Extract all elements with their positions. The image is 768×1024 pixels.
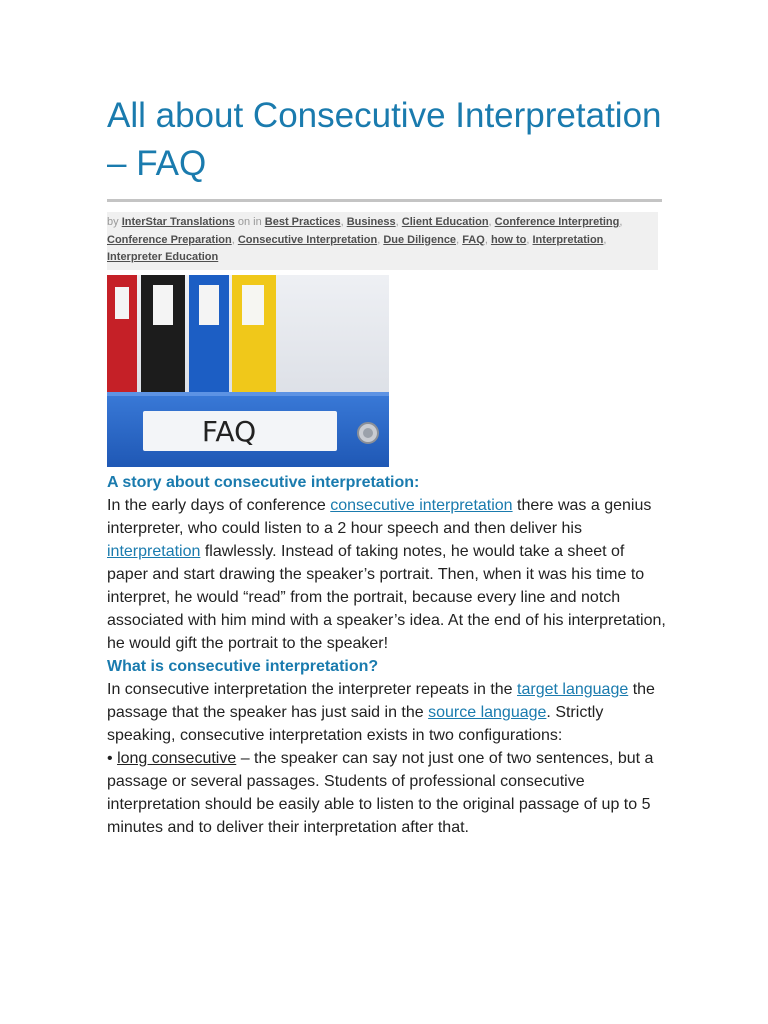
definition-text: In consecutive interpretation the interpreter repeats in the	[107, 681, 513, 698]
meta-by: by	[107, 216, 119, 228]
binder-label	[242, 285, 264, 325]
category-link[interactable]: Client Education	[401, 216, 489, 228]
category-link[interactable]: how to	[490, 233, 527, 246]
category-separator: ,	[526, 233, 530, 246]
category-separator: ,	[603, 233, 607, 246]
category-link[interactable]: Consecutive Interpretation	[237, 233, 378, 246]
section-heading-story: A story about consecutive interpretation:	[107, 474, 420, 491]
category-separator: ,	[377, 233, 381, 246]
category-link[interactable]: Conference Interpreting	[494, 216, 620, 228]
binder-front-edge	[107, 392, 389, 396]
source-language-link[interactable]: source language	[428, 704, 547, 721]
meta-on-in: on in	[237, 216, 262, 228]
bullet-marker: •	[107, 750, 113, 767]
category-link[interactable]: Due Diligence	[383, 233, 457, 246]
category-separator: ,	[619, 216, 623, 228]
binder-label	[199, 285, 219, 325]
bullet-item-long-consecutive	[107, 747, 669, 839]
story-text: In the early days of conference	[107, 497, 326, 514]
category-separator: ,	[340, 216, 344, 228]
definition-text: . Strictly speaking, consecutive interpretation exists in two configurations:	[107, 704, 604, 744]
interpretation-link[interactable]: interpretation	[107, 543, 201, 560]
story-text: flawlessly. Instead of taking notes, he would take a sheet of paper and start drawing the speaker’s portrait. Then, when it was his time to interpret, he would “read” from the portrait, because every line and notch associated with him mind with a speaker’s idea. At the end of his interpretation, he would gift the portrait to the speaker!	[107, 543, 666, 652]
article-title: All about Consecutive Interpretation – FAQ	[107, 96, 662, 183]
long-consecutive-link[interactable]: long consecutive	[117, 750, 237, 767]
category-link[interactable]: Best Practices	[264, 216, 341, 228]
bullet-text: – the speaker can say not just one of two sentences, but a passage or several passages. Students of professional consecutive interpretation should be easily able to listen to the original passage of up to 5 minutes and to deliver their interpretation after that.	[107, 750, 654, 836]
category-separator: ,	[395, 216, 399, 228]
binder-label	[153, 285, 173, 325]
target-language-link[interactable]: target language	[517, 681, 629, 698]
category-link[interactable]: FAQ	[462, 233, 485, 246]
category-separator: ,	[231, 233, 235, 246]
category-separator: ,	[484, 233, 488, 246]
faq-label-text: FAQ	[201, 415, 257, 448]
article-body	[107, 471, 669, 839]
category-link[interactable]: Interpreter Education	[107, 251, 219, 263]
faq-binders-image	[107, 275, 389, 467]
finger-hole-inner	[363, 428, 373, 438]
story-paragraph	[107, 494, 669, 655]
category-separator: ,	[456, 233, 460, 246]
title-divider	[107, 199, 662, 202]
category-link[interactable]: Conference Preparation	[107, 233, 232, 246]
binder-label	[115, 287, 129, 319]
post-meta	[107, 212, 658, 270]
definition-text: the passage that the speaker has just said in the	[107, 681, 655, 721]
author-link[interactable]: InterStar Translations	[121, 216, 235, 228]
section-heading-what-is: What is consecutive interpretation?	[107, 658, 379, 675]
category-link[interactable]: Interpretation	[532, 233, 604, 246]
category-link[interactable]: Business	[346, 216, 396, 228]
story-text: there was a genius interpreter, who could listen to a 2 hour speech and then deliver his	[107, 497, 652, 537]
consecutive-interpretation-link[interactable]: consecutive interpretation	[330, 497, 513, 514]
category-separator: ,	[488, 216, 492, 228]
definition-paragraph	[107, 678, 669, 747]
